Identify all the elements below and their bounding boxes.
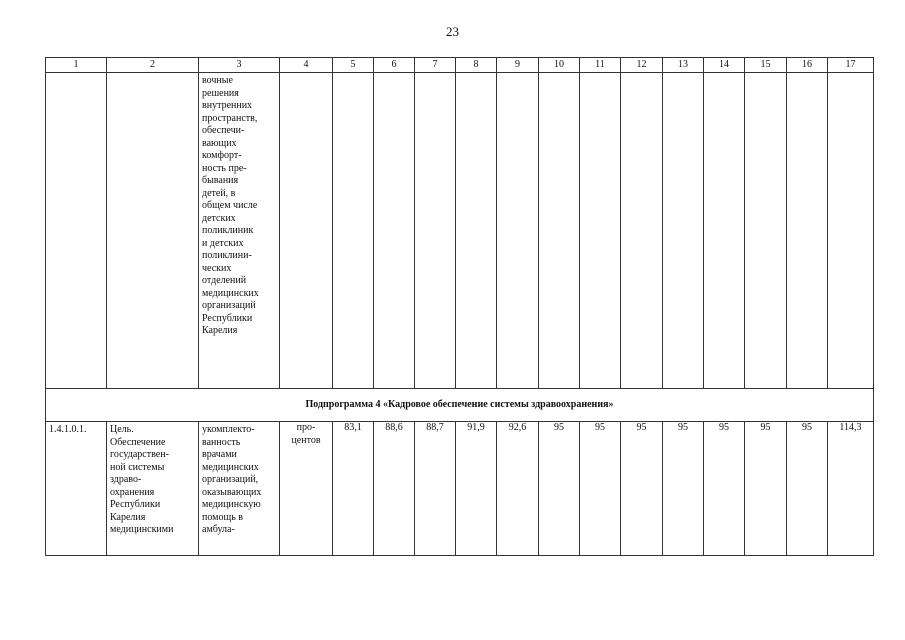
continuation-row [46, 73, 874, 389]
value-cell: 95 [704, 422, 745, 556]
indicators-table [45, 57, 874, 556]
value-cell: 95 [621, 422, 663, 556]
indicator-text: вочные решения внутренних пространств, обеспечи- вающих комфорт- ность пре- бывания детей, в общем числе детских поликлиник и детских поликлини- ческих отделений медицинских организаций Республики Карелия [199, 73, 280, 389]
column-number: 13 [663, 58, 704, 73]
column-number: 17 [828, 58, 874, 73]
column-number: 11 [580, 58, 621, 73]
column-number: 5 [333, 58, 374, 73]
column-number: 16 [787, 58, 828, 73]
value-cell: 88,6 [374, 422, 415, 556]
column-number: 4 [280, 58, 333, 73]
column-number: 2 [107, 58, 199, 73]
value-cell: 95 [663, 422, 704, 556]
column-number: 15 [745, 58, 787, 73]
unit-cell: про- центов [280, 422, 333, 556]
value-cell: 88,7 [415, 422, 456, 556]
column-number: 6 [374, 58, 415, 73]
indicator-text: укомплекто- ванность врачами медицинских организаций, оказывающих медицинскую помощь в амбула- [199, 422, 280, 556]
column-number: 3 [199, 58, 280, 73]
subprogram-row [46, 389, 874, 422]
column-number: 1 [46, 58, 107, 73]
column-number: 14 [704, 58, 745, 73]
column-number: 12 [621, 58, 663, 73]
column-number: 9 [497, 58, 539, 73]
column-number: 7 [415, 58, 456, 73]
value-cell: 114,3 [828, 422, 874, 556]
column-number: 10 [539, 58, 580, 73]
value-cell: 95 [580, 422, 621, 556]
value-cell: 91,9 [456, 422, 497, 556]
table-row [46, 422, 874, 556]
goal-text: Цель. Обеспечение государствен- ной системы здраво- охранения Республики Карелия медицинскими [107, 422, 199, 556]
subprogram-title: Подпрограмма 4 «Кадровое обеспечение системы здравоохранения» [46, 389, 874, 422]
row-code: 1.4.1.0.1. [46, 422, 107, 556]
column-number-row [46, 58, 874, 73]
value-cell: 95 [787, 422, 828, 556]
column-number: 8 [456, 58, 497, 73]
value-cell: 95 [745, 422, 787, 556]
value-cell: 83,1 [333, 422, 374, 556]
value-cell: 95 [539, 422, 580, 556]
value-cell: 92,6 [497, 422, 539, 556]
page-number: 23 [446, 24, 459, 39]
